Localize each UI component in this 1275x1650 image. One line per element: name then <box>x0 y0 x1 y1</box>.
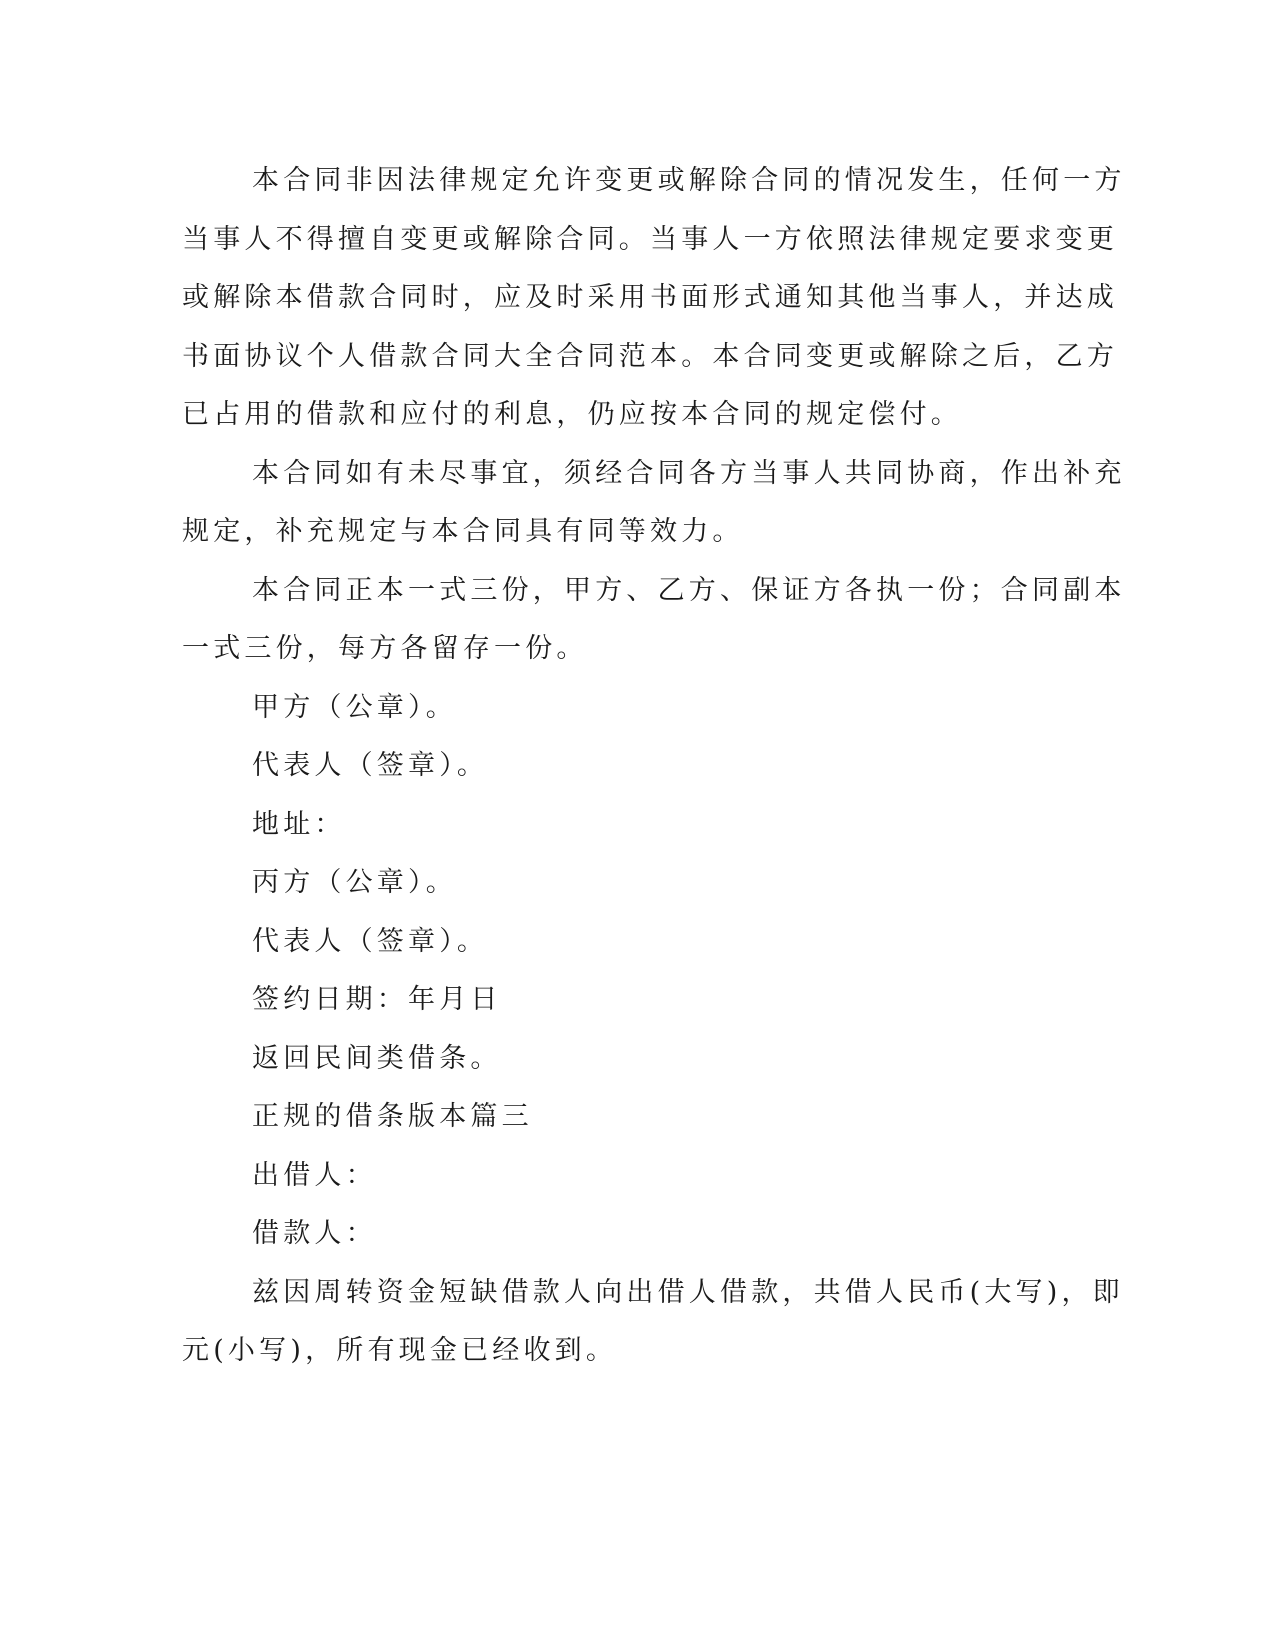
signing-date-line: 签约日期：年月日 <box>252 984 502 1015</box>
lender-line: 出借人： <box>252 1159 377 1191</box>
text-line: 一式三份，每方各留存一份。 <box>182 633 588 664</box>
document-body <box>182 152 1126 1381</box>
address-line: 地址： <box>252 808 346 840</box>
text-line: 本合同如有未尽事宜，须经合同各方当事人共同协商，作出补充 <box>252 457 1126 489</box>
text-line: 或解除本借款合同时，应及时采用书面形式通知其他当事人，并达成 <box>182 282 1118 313</box>
section-heading: 正规的借条版本篇三 <box>252 1101 533 1132</box>
party-c-seal-line: 丙方（公章）。 <box>252 867 457 898</box>
text-line: 元(小写)，所有现金已经收到。 <box>182 1335 618 1366</box>
paragraph-copies <box>182 562 1126 679</box>
paragraph-supplementary-terms <box>182 445 1126 562</box>
paragraph-contract-modification <box>182 152 1126 445</box>
return-link-text: 返回民间类借条。 <box>252 1042 502 1074</box>
paragraph-loan-statement <box>182 1264 1124 1381</box>
text-line: 兹因周转资金短缺借款人向出借人借款，共借人民币(大写)，即 <box>252 1276 1124 1308</box>
text-line: 书面协议个人借款合同大全合同范本。本合同变更或解除之后，乙方 <box>182 340 1118 372</box>
text-line: 已占用的借款和应付的利息，仍应按本合同的规定偿付。 <box>182 399 962 430</box>
representative-signature-line: 代表人（签章）。 <box>252 750 489 781</box>
text-line: 规定，补充规定与本合同具有同等效力。 <box>182 516 744 547</box>
party-a-seal-line: 甲方（公章）。 <box>252 691 457 723</box>
text-line: 本合同正本一式三份，甲方、乙方、保证方各执一份；合同副本 <box>252 574 1126 606</box>
borrower-line: 借款人： <box>252 1218 377 1249</box>
text-line: 本合同非因法律规定允许变更或解除合同的情况发生，任何一方 <box>252 165 1126 196</box>
text-line: 当事人不得擅自变更或解除合同。当事人一方依照法律规定要求变更 <box>182 223 1118 255</box>
representative-signature-line: 代表人（签章）。 <box>252 925 489 957</box>
